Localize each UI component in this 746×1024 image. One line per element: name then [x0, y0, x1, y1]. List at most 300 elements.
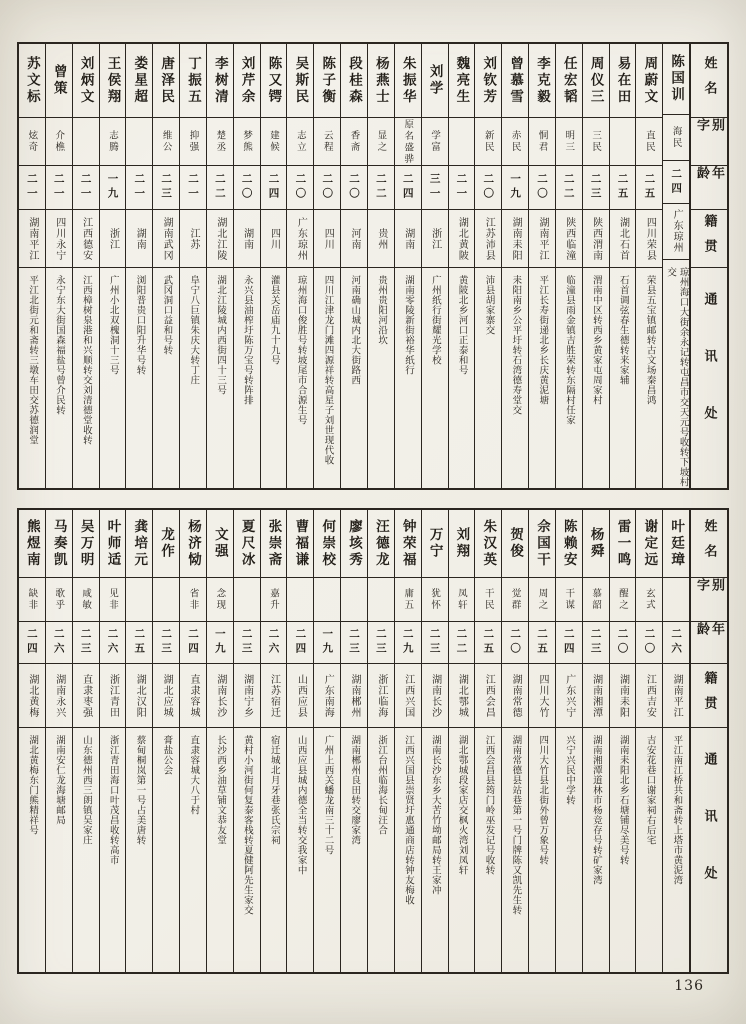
person-age-cell [449, 166, 475, 210]
person-address: 湖北鄂城段家店交枫火湾刘凤轩 [456, 735, 468, 875]
person-column [610, 44, 637, 488]
person-name-cell [395, 510, 421, 578]
person-native-cell [636, 210, 662, 268]
person-native: 浙江青田 [107, 673, 119, 718]
person-name-cell [475, 510, 501, 578]
person-name: 周蔚文 [641, 55, 658, 106]
person-column [449, 44, 476, 488]
person-native-cell [100, 664, 126, 728]
person-address: 石首调弦春生德转来家辅 [617, 275, 629, 385]
person-address-cell [449, 728, 475, 972]
person-native: 广东琼州 [671, 209, 683, 254]
person-native: 江苏 [187, 227, 199, 250]
person-alias: 楚丞 [214, 130, 226, 153]
person-column [234, 510, 261, 972]
header-name-label: 姓名 [701, 55, 717, 106]
person-alias-cell [610, 118, 636, 166]
header-address-cell [691, 268, 727, 488]
person-name: 苏文标 [23, 55, 40, 106]
person-age-cell [207, 622, 233, 664]
person-alias-cell [234, 578, 260, 622]
person-alias-cell [19, 118, 45, 166]
person-address: 广州小北双槐洞十三号 [107, 275, 119, 375]
person-alias: 建候 [268, 130, 280, 153]
person-name: 曾慕雪 [507, 55, 524, 106]
header-address-cell [691, 728, 727, 972]
person-alias-cell [583, 118, 609, 166]
person-alias: 抑强 [187, 130, 199, 153]
person-native: 湖南平江 [536, 216, 548, 261]
person-name: 叶廷璋 [668, 518, 685, 569]
person-native-cell [153, 664, 179, 728]
person-address: 贵州贵阳河沿坎 [376, 275, 388, 345]
person-alias: 干谋 [563, 588, 575, 611]
person-native: 四川 [268, 227, 280, 250]
person-age-cell [207, 166, 233, 210]
person-age-cell [234, 622, 260, 664]
person-column [583, 510, 610, 972]
person-name-cell [207, 44, 233, 118]
person-column [180, 510, 207, 972]
person-name: 易在田 [614, 55, 631, 106]
person-name-cell [610, 44, 636, 118]
person-address: 山西应县城内德全当转交我家中 [295, 735, 307, 875]
person-age-cell [19, 166, 45, 210]
person-alias-cell [556, 118, 582, 166]
person-address: 荣县五宝镇邮转古文场秦昌鸿 [644, 275, 656, 405]
person-address: 江西樟树泉港和兴顺转交刘清德堂收转 [80, 275, 92, 445]
person-name-cell [46, 510, 72, 578]
person-age: 二一 [186, 173, 199, 202]
person-native-cell [314, 210, 340, 268]
person-native-cell [502, 210, 528, 268]
person-address-cell [368, 268, 394, 488]
person-age: 二〇 [321, 173, 334, 202]
person-native: 广东兴宁 [563, 673, 575, 718]
person-age-cell [475, 622, 501, 664]
person-name: 佘国干 [533, 518, 550, 569]
person-native-cell [556, 664, 582, 728]
person-alias: 咸敏 [80, 588, 92, 611]
person-name-cell [207, 510, 233, 578]
person-alias-cell [126, 118, 152, 166]
person-age-cell [100, 166, 126, 210]
person-native-cell [73, 210, 99, 268]
person-name-cell [502, 510, 528, 578]
person-alias-cell [153, 578, 179, 622]
person-address: 平江南江桥共和斋转上塔市黄泥湾 [671, 735, 683, 885]
person-alias: 省非 [187, 588, 199, 611]
person-native-cell [180, 210, 206, 268]
person-age-cell [261, 166, 287, 210]
person-name: 刘学 [426, 64, 443, 97]
person-name: 唐泽民 [158, 55, 175, 106]
person-native-cell [73, 664, 99, 728]
person-age: 二〇 [616, 628, 629, 657]
header-address-label: 通讯处 [701, 292, 717, 463]
person-name-cell [46, 44, 72, 118]
person-native: 广东琼州 [295, 216, 307, 261]
person-age: 二三 [240, 628, 253, 657]
person-name: 谢定远 [641, 518, 658, 569]
person-native: 浙江 [107, 227, 119, 250]
person-native-cell [368, 210, 394, 268]
person-age: 二九 [401, 628, 414, 657]
person-age-cell [46, 622, 72, 664]
person-age-cell [261, 622, 287, 664]
person-native-cell [341, 210, 367, 268]
person-column [663, 510, 690, 972]
header-name-label: 姓名 [701, 518, 717, 569]
person-alias: 志立 [294, 130, 306, 153]
person-alias-cell [207, 118, 233, 166]
person-native: 江西兴国 [402, 673, 414, 718]
person-address-cell [126, 728, 152, 972]
person-native: 陕西渭南 [590, 216, 602, 261]
person-native-cell [502, 664, 528, 728]
person-alias-cell [449, 578, 475, 622]
person-name-cell [422, 510, 448, 578]
person-name: 万宁 [426, 527, 443, 560]
person-address-cell [663, 728, 689, 972]
person-name: 贺俊 [507, 527, 524, 560]
person-age-cell [449, 622, 475, 664]
person-native: 湖北江陵 [214, 216, 226, 261]
person-name: 陈子衡 [319, 55, 336, 106]
person-address-cell [287, 728, 313, 972]
person-alias-cell [100, 118, 126, 166]
person-age: 二〇 [535, 173, 548, 202]
person-address-cell [475, 728, 501, 972]
person-alias-cell [261, 118, 287, 166]
person-native-cell [449, 664, 475, 728]
person-native: 贵州 [375, 227, 387, 250]
person-name-cell [287, 44, 313, 118]
person-name: 雷一鸣 [614, 518, 631, 569]
person-age: 一九 [509, 173, 522, 202]
person-alias-cell [100, 578, 126, 622]
person-age: 二〇 [348, 173, 361, 202]
person-name-cell [126, 44, 152, 118]
person-alias-cell [261, 578, 287, 622]
person-alias: 慕韶 [590, 588, 602, 611]
person-alias-cell [529, 578, 555, 622]
person-address: 浙江青田海口叶茂昌收转高市 [107, 735, 119, 865]
person-column [663, 44, 690, 488]
person-name-cell [449, 510, 475, 578]
person-address: 宿迁城北月牙巷张氏宗祠 [268, 735, 280, 845]
person-name: 朱汉英 [480, 518, 497, 569]
person-alias-cell [207, 578, 233, 622]
person-name-cell [475, 44, 501, 118]
person-age-cell [663, 622, 689, 664]
person-name: 王侯翔 [104, 55, 121, 106]
person-alias: 凤轩 [455, 588, 467, 611]
person-column [314, 510, 341, 972]
person-alias: 歌乎 [53, 588, 65, 611]
header-native-cell [691, 210, 727, 268]
person-name: 任宏韬 [560, 55, 577, 106]
person-alias: 炫奇 [26, 130, 38, 153]
header-alias-cell [691, 578, 727, 622]
person-name-cell [100, 510, 126, 578]
person-column [556, 510, 583, 972]
person-address: 湖南安仁龙海塘邮局 [54, 735, 66, 825]
person-native-cell [19, 664, 45, 728]
header-native-label: 籍贯 [701, 670, 717, 721]
person-native-cell [422, 210, 448, 268]
person-name: 叶师适 [104, 518, 121, 569]
person-name-cell [153, 44, 179, 118]
person-address-cell [153, 728, 179, 972]
person-address-cell [556, 728, 582, 972]
person-age: 二四 [670, 167, 683, 197]
person-native: 江西会昌 [483, 673, 495, 718]
person-age-cell [422, 166, 448, 210]
person-alias: 觉群 [509, 588, 521, 611]
person-alias-cell [636, 118, 662, 166]
person-age-cell [556, 622, 582, 664]
person-address-cell [475, 268, 501, 488]
person-address-cell [19, 268, 45, 488]
person-column [126, 510, 153, 972]
person-age: 二一 [455, 173, 468, 202]
person-column [287, 44, 314, 488]
person-name-cell [636, 510, 662, 578]
person-name: 何崇校 [319, 518, 336, 569]
person-column [126, 44, 153, 488]
person-address-cell [610, 728, 636, 972]
person-address: 湖北黄梅东门熊精祥号 [27, 735, 39, 835]
person-age: 二〇 [294, 173, 307, 202]
person-native: 湖南耒阳 [617, 673, 629, 718]
person-age: 二四 [562, 628, 575, 657]
person-age-cell [475, 166, 501, 210]
person-name: 曾策 [50, 64, 67, 97]
person-alias: 犹怀 [429, 588, 441, 611]
person-age-cell [287, 622, 313, 664]
person-name: 刘炳文 [77, 55, 94, 106]
person-name-cell [556, 44, 582, 118]
person-name-cell [287, 510, 313, 578]
person-native: 江苏宿迁 [268, 673, 280, 718]
person-age: 二三 [348, 628, 361, 657]
person-name-cell [529, 44, 555, 118]
person-age: 一九 [106, 173, 119, 202]
person-native-cell [583, 664, 609, 728]
person-age-cell [19, 622, 45, 664]
person-address-cell [636, 728, 662, 972]
person-native-cell [395, 210, 421, 268]
person-address: 湖北江陵城内西街四十三号 [215, 275, 227, 395]
person-column [475, 510, 502, 972]
person-age: 二二 [455, 628, 468, 657]
person-alias-cell [502, 118, 528, 166]
person-age: 二三 [589, 173, 602, 202]
person-address-cell [314, 268, 340, 488]
person-native-cell [46, 210, 72, 268]
person-address: 渭南中区转西乡黄家屯周家村 [590, 275, 602, 405]
person-native: 湖南郴州 [349, 673, 361, 718]
person-address: 永兴县油榨圩陈万宝号转阵排 [241, 275, 253, 405]
person-native: 直隶枣强 [80, 673, 92, 718]
person-age: 二一 [133, 173, 146, 202]
person-address: 平江长寿街递北乡长庆黄泥塘 [537, 275, 549, 405]
person-name: 娄星超 [131, 55, 148, 106]
person-native: 浙江 [429, 227, 441, 250]
person-name: 杨燕士 [372, 55, 389, 106]
person-native: 四川荣县 [644, 216, 656, 261]
person-address: 湖南湘潭道林市杨竞存号转矿家湾 [590, 735, 602, 885]
person-name: 吴万明 [77, 518, 94, 569]
person-native: 湖南永兴 [53, 673, 65, 718]
person-address: 湖南常德县站巷第一号门牌陈又凯先生转 [510, 735, 522, 915]
person-column [153, 44, 180, 488]
header-alias-cell [691, 118, 727, 166]
person-alias-cell [180, 118, 206, 166]
person-name-cell [234, 510, 260, 578]
person-age-cell [395, 166, 421, 210]
person-name-cell [583, 510, 609, 578]
person-native: 湖南耒阳 [510, 216, 522, 261]
person-alias-cell [475, 578, 501, 622]
person-native-cell [583, 210, 609, 268]
person-column [422, 44, 449, 488]
person-native-cell [287, 664, 313, 728]
person-age: 二三 [160, 173, 173, 202]
person-name-cell [449, 44, 475, 118]
person-address-cell [207, 728, 233, 972]
person-age: 二三 [79, 628, 92, 657]
person-native-cell [663, 204, 689, 260]
person-native-cell [475, 664, 501, 728]
person-age: 二〇 [509, 628, 522, 657]
person-native-cell [314, 664, 340, 728]
person-name-cell [368, 44, 394, 118]
header-native-cell [691, 664, 727, 728]
person-native-cell [100, 210, 126, 268]
person-native-cell [556, 210, 582, 268]
person-column [100, 510, 127, 972]
person-age: 二四 [25, 628, 38, 657]
person-age: 二五 [643, 173, 656, 202]
person-address: 广州上西关蟠龙南三十二号 [322, 735, 334, 855]
person-address-cell [126, 268, 152, 488]
person-address-cell [261, 728, 287, 972]
person-native-cell [261, 664, 287, 728]
person-alias: 维公 [160, 130, 172, 153]
person-address-cell [153, 268, 179, 488]
person-name: 魏亮生 [453, 55, 470, 106]
person-column [502, 510, 529, 972]
person-native: 湖北石首 [617, 216, 629, 261]
person-age-cell [529, 622, 555, 664]
person-name: 廖垓秀 [346, 518, 363, 569]
person-name: 曹福谦 [292, 518, 309, 569]
person-age: 二三 [589, 628, 602, 657]
person-age-cell [583, 622, 609, 664]
header-name-cell [691, 510, 727, 578]
person-name: 汪德龙 [372, 518, 389, 569]
person-age-cell [234, 166, 260, 210]
person-column [287, 510, 314, 972]
person-column [153, 510, 180, 972]
person-alias-cell [73, 578, 99, 622]
person-column [73, 44, 100, 488]
person-address: 四川大竹县北街外曾万象号转 [537, 735, 549, 865]
person-alias-cell [341, 118, 367, 166]
person-column [636, 44, 663, 488]
person-age: 二一 [52, 173, 65, 202]
person-column [46, 510, 73, 972]
person-age: 二三 [374, 628, 387, 657]
person-name: 杨济恸 [184, 518, 201, 569]
person-alias: 直民 [643, 130, 655, 153]
person-name-cell [395, 44, 421, 118]
person-age-cell [180, 166, 206, 210]
person-name-cell [663, 510, 689, 578]
person-native: 河南 [349, 227, 361, 250]
person-alias: 明三 [563, 130, 575, 153]
person-alias: 介樵 [53, 130, 65, 153]
person-address-cell [449, 268, 475, 488]
person-name: 钟荣福 [399, 518, 416, 569]
person-native: 四川永宁 [53, 216, 65, 261]
person-alias-cell [556, 578, 582, 622]
person-column [73, 510, 100, 972]
person-alias: 海民 [670, 126, 682, 150]
person-address: 耒阳南乡公平圩转石湾德寿堂交 [510, 275, 522, 415]
person-age-cell [153, 622, 179, 664]
header-age-cell [691, 166, 727, 210]
person-native-cell [207, 210, 233, 268]
person-name-cell [73, 510, 99, 578]
top-table-person-columns [19, 44, 690, 488]
person-native: 湖北黄陂 [456, 216, 468, 261]
person-age: 二〇 [482, 173, 495, 202]
person-native: 湖南平江 [26, 216, 38, 261]
person-age: 二五 [616, 173, 629, 202]
person-native: 湖北汉阳 [134, 673, 146, 718]
person-address: 吉安花巷口谢家祠右后宅 [644, 735, 656, 845]
person-native: 湖南 [241, 227, 253, 250]
person-alias: 庸五 [402, 588, 414, 611]
person-alias-cell [502, 578, 528, 622]
person-age: 二四 [294, 628, 307, 657]
person-native-cell [529, 210, 555, 268]
person-column [234, 44, 261, 488]
person-native: 湖南长沙 [429, 673, 441, 718]
person-alias: 玄式 [643, 588, 655, 611]
person-native: 直隶容城 [187, 673, 199, 718]
person-name: 马奏凯 [50, 518, 67, 569]
top-table-row-headers [690, 44, 727, 488]
person-native: 浙江临海 [375, 673, 387, 718]
person-alias-cell [73, 118, 99, 166]
person-alias-cell [314, 118, 340, 166]
person-address-cell [207, 268, 233, 488]
person-address: 蔡甸桐岚第一号占美唐转 [134, 735, 146, 845]
person-age-cell [395, 622, 421, 664]
person-name: 陈赖安 [560, 518, 577, 569]
person-column [261, 510, 288, 972]
person-column [529, 510, 556, 972]
person-name-cell [180, 44, 206, 118]
person-alias: 干民 [482, 588, 494, 611]
person-age-cell [583, 166, 609, 210]
person-address-cell [73, 728, 99, 972]
person-name: 龚培元 [131, 518, 148, 569]
